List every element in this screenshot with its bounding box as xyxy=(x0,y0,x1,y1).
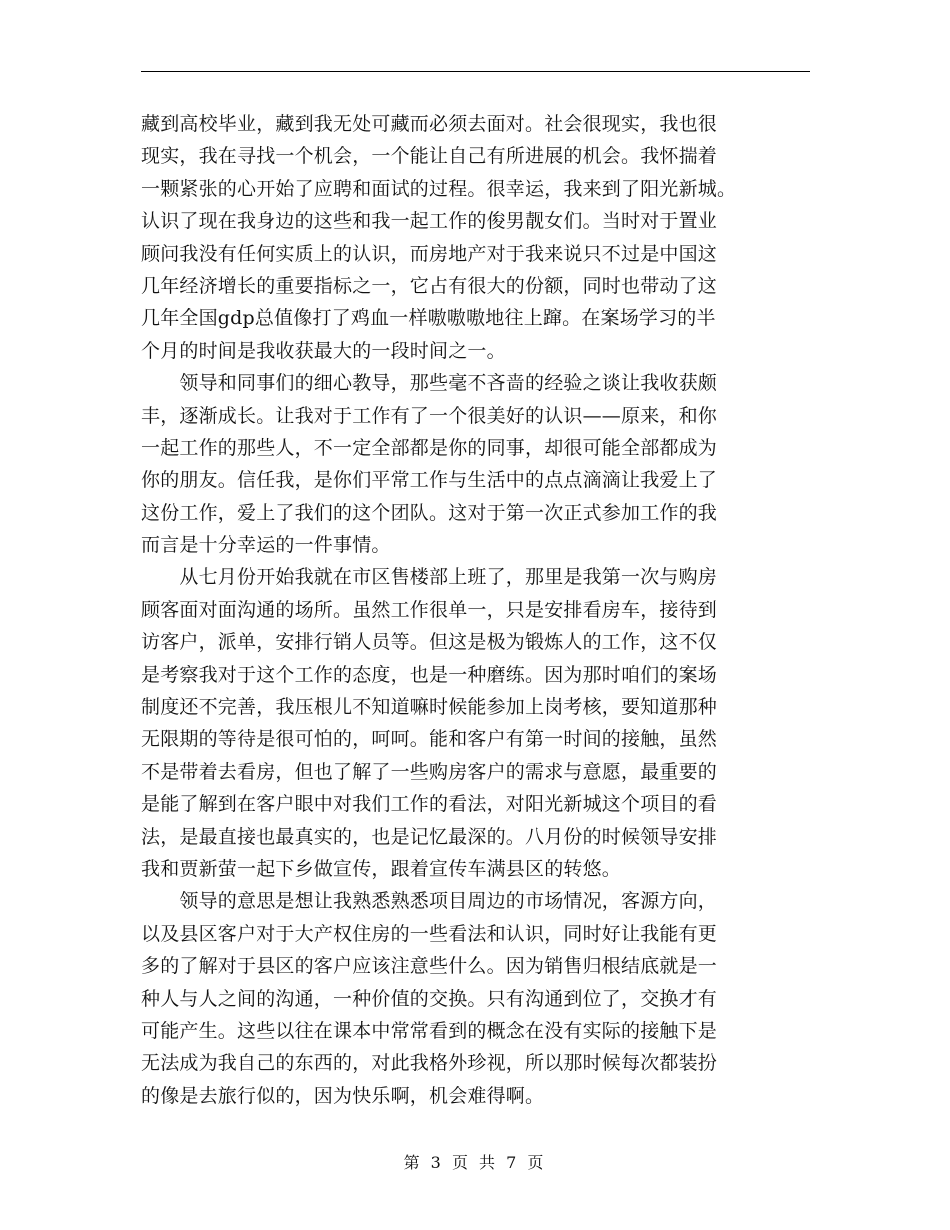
text-line: 领导的意思是想让我熟悉熟悉项目周边的市场情况，客源方向， xyxy=(141,890,718,913)
text-line: 顾问我没有任何实质上的认识，而房地产对于我来说只不过是中国这 xyxy=(141,242,718,265)
text-line: 顾客面对面沟通的场所。虽然工作很单一，只是安排看房车，接待到 xyxy=(141,598,718,621)
text-line: 无限期的等待是很可怕的，呵呵。能和客户有第一时间的接触，虽然 xyxy=(141,728,718,751)
text-line: 个月的时间是我收获最大的一段时间之一。 xyxy=(141,339,506,362)
text-line: 可能产生。这些以往在课本中常常看到的概念在没有实际的接触下是 xyxy=(141,1019,718,1042)
text-line: 的像是去旅行似的，因为快乐啊，机会难得啊。 xyxy=(141,1084,545,1107)
text-line: 丰，逐渐成长。让我对于工作有了一个很美好的认识——原来，和你 xyxy=(141,404,718,427)
text-line: 种人与人之间的沟通，一种价值的交换。只有沟通到位了，交换才有 xyxy=(141,987,718,1010)
text-line: 领导和同事们的细心教导，那些毫不吝啬的经验之谈让我收获颇 xyxy=(141,372,718,395)
text-line: 几年经济增长的重要指标之一，它占有很大的份额，同时也带动了这 xyxy=(141,274,718,297)
page-number: 第 3 页 共 7 页 xyxy=(403,1153,547,1172)
text-line: 以及县区客户对于大产权住房的一些看法和认识，同时好让我能有更 xyxy=(141,922,718,945)
text-line: 认识了现在我身边的这些和我一起工作的俊男靓女们。当时对于置业 xyxy=(141,210,718,233)
text-line: 几年全国gdp总值像打了鸡血一样嗷嗷嗷地往上蹿。在案场学习的半 xyxy=(141,307,716,330)
text-line: 从七月份开始我就在市区售楼部上班了，那里是我第一次与购房 xyxy=(141,566,718,589)
header-rule xyxy=(141,71,810,72)
text-line: 这份工作，爱上了我们的这个团队。这对于第一次正式参加工作的我 xyxy=(141,501,718,524)
text-line: 不是带着去看房，但也了解了一些购房客户的需求与意愿，最重要的 xyxy=(141,760,718,783)
text-line: 是能了解到在客户眼中对我们工作的看法，对阳光新城这个项目的看 xyxy=(141,793,718,816)
document-body xyxy=(141,108,821,1112)
text-line: 访客户，派单，安排行销人员等。但这是极为锻炼人的工作，这不仅 xyxy=(141,631,718,654)
text-line: 你的朋友。信任我，是你们平常工作与生活中的点点滴滴让我爱上了 xyxy=(141,469,718,492)
text-line: 无法成为我自己的东西的，对此我格外珍视，所以那时候每次都装扮 xyxy=(141,1052,718,1075)
text-line: 法，是最直接也最真实的，也是记忆最深的。八月份的时候领导安排 xyxy=(141,825,718,848)
text-line: 制度还不完善，我压根儿不知道嘛时候能参加上岗考核，要知道那种 xyxy=(141,696,718,719)
text-line: 多的了解对于县区的客户应该注意些什么。因为销售归根结底就是一 xyxy=(141,955,718,978)
text-line: 而言是十分幸运的一件事情。 xyxy=(141,534,391,557)
text-line: 现实，我在寻找一个机会，一个能让自己有所进展的机会。我怀揣着 xyxy=(141,145,718,168)
text-line: 是考察我对于这个工作的态度，也是一种磨练。因为那时咱们的案场 xyxy=(141,663,718,686)
text-line: 我和贾新萤一起下乡做宣传，跟着宣传车满县区的转悠。 xyxy=(141,857,622,880)
text-line: 一起工作的那些人，不一定全部都是你的同事，却很可能全部都成为 xyxy=(141,436,718,459)
text-line: 一颗紧张的心开始了应聘和面试的过程。很幸运，我来到了阳光新城。 xyxy=(141,177,737,200)
text-line: 藏到高校毕业，藏到我无处可藏而必须去面对。社会很现实，我也很 xyxy=(141,113,718,135)
